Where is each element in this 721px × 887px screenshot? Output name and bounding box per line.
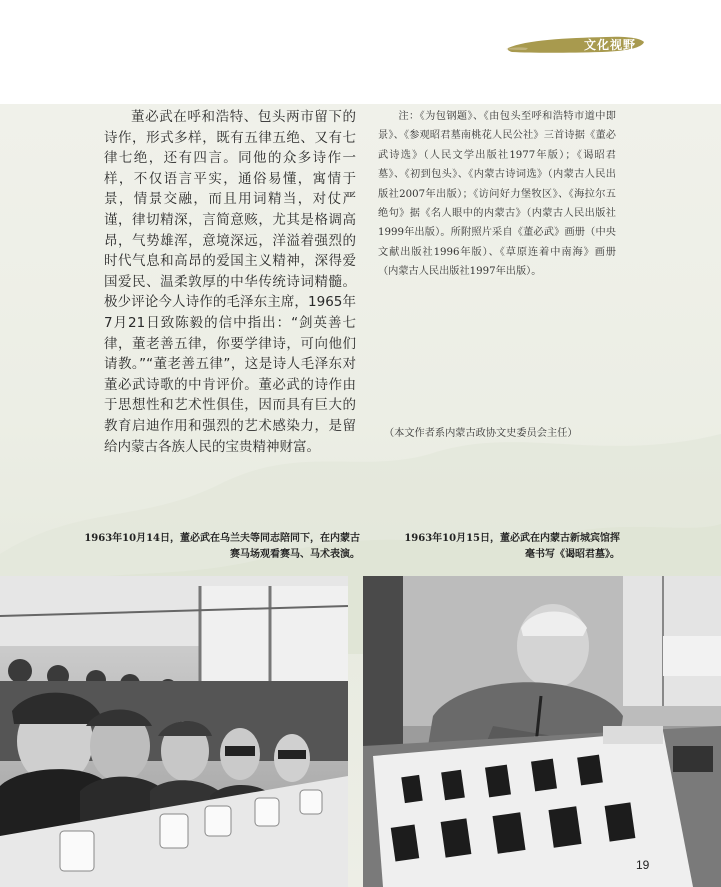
section-tag <box>506 34 646 56</box>
photo-caption-left: 1963年10月14日，董必武在乌兰夫等同志陪同下，在内蒙古赛马场观看赛马、马术表演。 <box>84 533 360 560</box>
spectators-photo-image <box>0 576 348 887</box>
article-body <box>104 107 356 457</box>
section-tag-label: 文化视野 <box>583 38 636 52</box>
article-paragraph: 董必武在呼和浩特、包头两市留下的诗作，形式多样，既有五律五绝、又有七律七绝，还有四言。同他的众多诗作一样，不仅语言平实，通俗易懂，寓情于景，情景交融，而且用词精当，对仗严谨，律切精深，言简意赅，尤其是格调高昂，气势雄浑，意境深远，洋溢着强烈的时代气息和高昂的爱国主义精神，深得爱国爱民、温柔敦厚的中华传统诗词精髓。极少评论今人诗作的毛泽东主席，1965年7月21日致陈毅的信中指出：“剑英善七律，董老善五律，你要学律诗，可向他们请教。”“董老善五律”，这是诗人毛泽东对董必武诗歌的中肯评价。董必武的诗作由于思想性和艺术性俱佳，因而具有巨大的教育启迪作用和强烈的艺术感染力，是留给内蒙古各族人民的宝贵精神财富。 <box>104 109 356 455</box>
article-notes <box>378 107 616 282</box>
photo-caption-right: 1963年10月15日，董必武在内蒙古新城宾馆挥毫书写《谒昭君墓》。 <box>404 533 620 560</box>
photo-calligraphy <box>363 576 721 887</box>
author-note: （本文作者系内蒙古政协文史委员会主任） <box>384 428 578 439</box>
page-number: 19 <box>636 858 650 872</box>
notes-paragraph: 注：《为包钢题》、《由包头至呼和浩特市道中即景》、《参观昭君墓南桃花人民公社》三首诗据《董必武诗选》（人民文学出版社1977年版）；《谒昭君墓》、《初到包头》、《内蒙古诗词选》（内蒙古人民出版社2007年出版）；《访问好力堡牧区》、《海拉尔五绝句》据《名人眼中的内蒙古》（内蒙古人民出版社1999年出版）。所附照片采自《董必武》画册（中央文献出版社1996年版）、《草原连着中南海》画册（内蒙古人民出版社1997年出版）。 <box>378 111 616 278</box>
calligraphy-photo-image <box>363 576 721 887</box>
photo-horse-race-spectators <box>0 576 348 887</box>
